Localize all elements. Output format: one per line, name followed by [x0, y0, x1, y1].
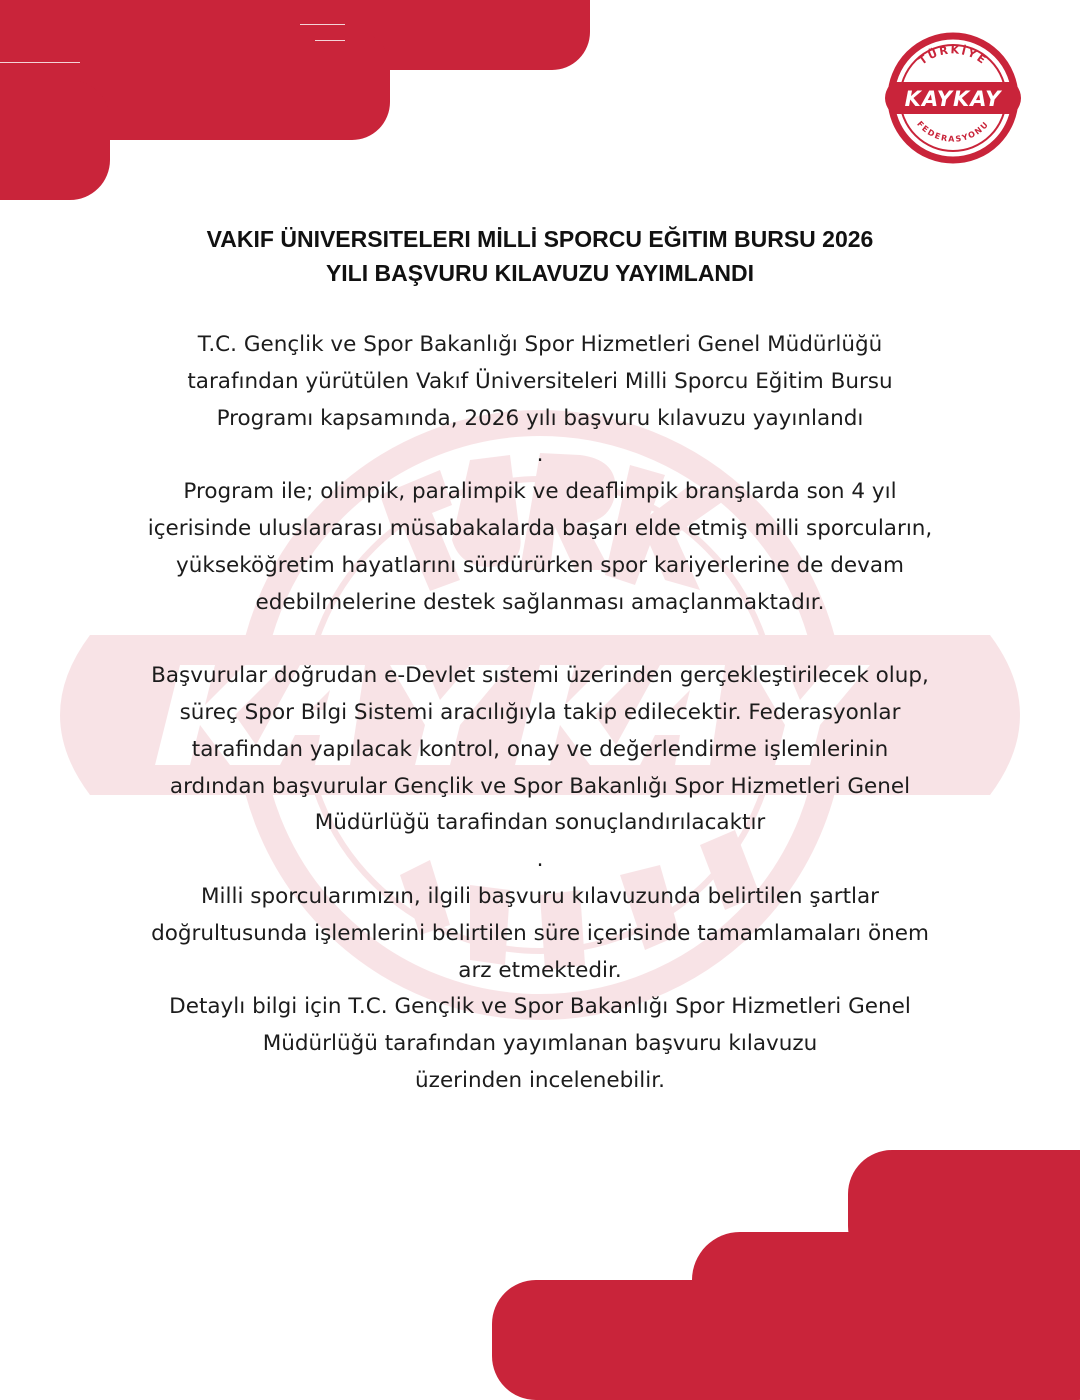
text-line: Detaylı bilgi için T.C. Gençlik ve Spor Bakanlığı Spor Hizmetleri Genel	[169, 994, 911, 1020]
kaykay-federation-logo	[878, 28, 1028, 168]
text-line: süreç Spor Bilgi Sistemi aracılığıyla takip edilecektir. Federasyonlar	[179, 699, 901, 725]
logo-name: KAYKAY	[904, 87, 1002, 111]
title-line: VAKIF ÜNIVERSITELERI MİLLİ SPORCU EĞITIM BURSU 2026	[206, 226, 874, 252]
text-line: yükseköğretim hayatlarını sürdürürken spor kariyerlerine de devam	[176, 552, 904, 578]
article-body	[80, 327, 1000, 1100]
text-line: Programı kapsamında, 2026 yılı başvuru kılavuzu yayınlandı	[216, 405, 864, 431]
title-line: YILI BAŞVURU KILAVUZU YAYIMLANDI	[325, 260, 755, 286]
corner-decoration-bottom-right	[492, 1280, 1080, 1400]
decoration-line	[315, 40, 345, 41]
svg-text:FEDERASYONU	[915, 119, 991, 143]
text-line: Program ile; olimpik, paralimpik ve deaflimpik branşlarda son 4 yıl	[183, 479, 897, 505]
paragraph-1	[80, 327, 1000, 474]
logo-bottom-text: FEDERASYONU	[915, 119, 991, 144]
text-line: Müdürlüğü tarafindan sonuçlandırılacaktır	[314, 810, 766, 836]
text-line: Başvurular doğrudan e-Devlet sıstemi üzerinden gerçekleştirilecek olup,	[151, 663, 929, 689]
paragraph-4	[80, 879, 1000, 989]
text-line: tarafindan yapılacak kontrol, onay ve değerlendirme işlemlerinin	[191, 736, 889, 762]
text-line: arz etmektedir.	[458, 957, 622, 983]
decoration-line	[0, 62, 80, 63]
decoration-line	[300, 24, 345, 25]
text-line: üzerinden incelenebilir.	[415, 1067, 665, 1093]
text-line: tarafından yürütülen Vakıf Üniversiteleri Milli Sporcu Eğitim Bursu	[187, 368, 893, 394]
text-line: içerisinde uluslararası müsabakalarda başarı elde etmiş milli sporcuların,	[147, 515, 933, 541]
text-line: Milli sporcularımızın, ilgili başvuru kılavuzunda belirtilen şartlar	[200, 883, 880, 909]
text-line: ardından başvurular Gençlik ve Spor Bakanlığı Spor Hizmetleri Genel	[169, 773, 911, 799]
page-title	[120, 222, 960, 290]
text-line: .	[536, 442, 544, 468]
corner-decoration-top-left	[0, 80, 110, 200]
paragraph-2	[80, 474, 1000, 621]
text-line: T.C. Gençlik ve Spor Bakanlığı Spor Hizmetleri Genel Müdürlüğü	[197, 332, 883, 357]
svg-text:TÜRKİYE	[916, 43, 989, 67]
text-line: edebilmelerine destek sağlanması amaçlanmaktadır.	[255, 589, 825, 615]
text-line: .	[536, 847, 544, 873]
paragraph-5	[80, 989, 1000, 1099]
logo-top-text: TÜRKİYE	[916, 43, 990, 68]
paragraph-gap	[80, 621, 1000, 658]
text-line: Müdürlüğü tarafından yayımlanan başvuru kılavuzu	[262, 1031, 818, 1057]
text-line: doğrultusunda işlemlerini belirtilen süre içerisinde tamamlamaları önem	[151, 920, 929, 946]
paragraph-3	[80, 658, 1000, 879]
